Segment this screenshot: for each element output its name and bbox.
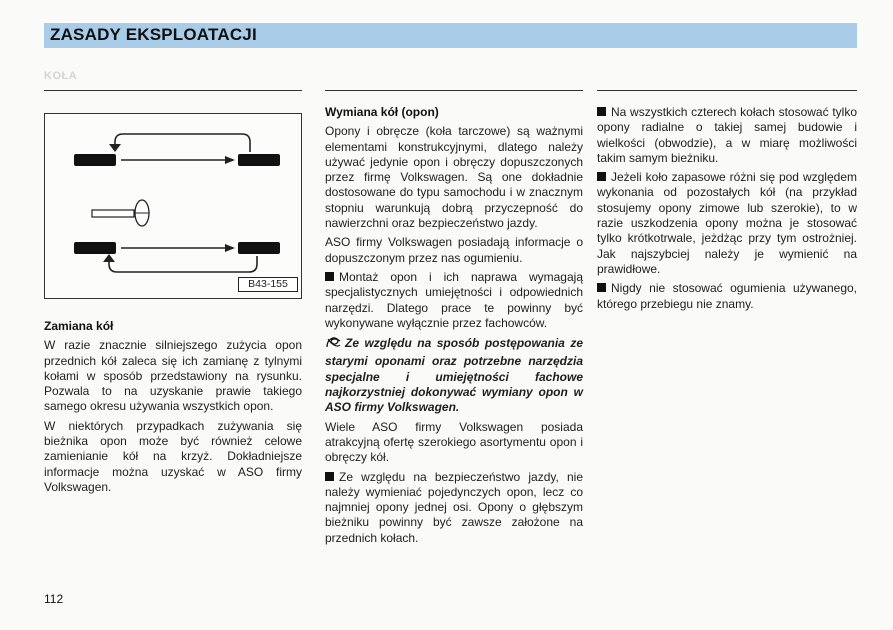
paragraph-radial-tires-text: Na wszystkich czterech kołach stosować tylko opony radialne o takiej samej budowie i wielkości (obwodzie), a w miarę możliwości takim samym bieżniku. — [597, 105, 857, 165]
column-right — [597, 105, 857, 316]
top-return-arrow — [115, 134, 250, 152]
paragraph-tires-approved: Opony i obręcze (koła tarczowe) są ważnymi elementami konstrukcyjnymi, dlatego należy używać jedynie opon i obręczy dopuszczonych przez firmę Volkswagen. Są one dokładnie dostosowane do typu samochodu i w znacznym stopniu warunkują dobrą przyczepność do nawierzchni oraz bezpieczeństwo jazdy. — [325, 124, 583, 231]
paragraph-axle-replacement — [325, 470, 583, 546]
front-right-tire — [238, 154, 280, 166]
bullet-square-icon — [325, 272, 334, 281]
bullet-square-icon — [325, 472, 334, 481]
steering-column — [92, 210, 134, 217]
paragraph-rotation-intro: W razie znacznie silniejszego zużycia opon przednich kół zaleca się ich zamianę z tylnymi kołami w sposób przedstawiony na rysunku. Pozwala to na uzyskanie prawie takiego samego okresu używania wszystkich opon. — [44, 338, 302, 414]
paragraph-rotation-cross: W niektórych przypadkach zużywania się bieżnika opon może być również celowe zamienianie kół na krzyż. Dokładniejsze informacje można uzyskać w ASO firmy Volkswagen. — [44, 418, 302, 494]
rear-arrowhead — [225, 244, 235, 252]
paragraph-mounting-text: Montaż opon i ich naprawa wymagają specjalistycznych umiejętności i odpowiednich narzędzi. Dlatego prace te powinny być wykonywane wyłącznie przez fachowców. — [325, 269, 583, 330]
top-rule-left — [44, 90, 302, 91]
paragraph-mounting — [325, 270, 583, 331]
bottom-return-arrowhead — [103, 254, 115, 262]
tire-rotation-figure — [44, 113, 302, 299]
bullet-square-icon — [597, 172, 606, 181]
environment-note — [325, 335, 583, 415]
paragraph-used-tires — [597, 281, 857, 312]
section-title: ZASADY EKSPLOATACJI — [50, 25, 257, 44]
front-left-tire — [74, 154, 116, 166]
column-left — [44, 319, 302, 499]
top-rule-right — [597, 90, 857, 91]
rear-left-tire — [74, 242, 116, 254]
paragraph-used-tires-text: Nigdy nie stosować ogumienia używanego, którego przebiegu nie znamy. — [597, 281, 857, 311]
heading-wymiana-kol: Wymiana kół (opon) — [325, 105, 439, 119]
page-number: 112 — [44, 592, 64, 606]
section-header-bar — [44, 23, 857, 48]
recycling-note-icon — [325, 335, 342, 354]
top-return-arrowhead — [109, 144, 121, 152]
top-rule-middle — [325, 90, 583, 91]
paragraph-spare-wheel — [597, 170, 857, 277]
rear-right-tire — [238, 242, 280, 254]
front-arrowhead — [225, 156, 235, 164]
figure-label: B43-155 — [238, 277, 298, 292]
environment-note-text: Ze względu na sposób postępowania ze starymi oponami oraz potrzebne narzędzia specjalne i umiejętności fachowe najkorzystniej dokonywać wymiany opon w ASO firmy Volkswagen. — [325, 336, 583, 415]
paragraph-spare-wheel-text: Jeżeli koło zapasowe różni się pod względem wykonania od pozostałych kół (na przykład stosujemy opony zimowe lub szerokie), to w razie uszkodzenia opony można je stosować tylko krótkotrwale, jeżdżąc przy tym ostrożniej. Jak najszybciej należy je wymienić na prawidłowe. — [597, 170, 857, 276]
paragraph-radial-tires — [597, 105, 857, 166]
paragraph-aso-offer: Wiele ASO firmy Volkswagen posiada atrakcyjną ofertę szerokiego asortymentu opon i obręczy kół. — [325, 419, 583, 465]
column-middle — [325, 105, 583, 550]
bottom-return-arrow — [109, 256, 257, 272]
heading-zamiana-kol: Zamiana kół — [44, 319, 114, 333]
faint-subsection-title: KOŁA — [44, 70, 78, 82]
bullet-square-icon — [597, 107, 606, 116]
bullet-square-icon — [597, 283, 606, 292]
tire-rotation-diagram — [45, 114, 303, 300]
paragraph-axle-replacement-text: Ze względu na bezpieczeństwo jazdy, nie należy wymieniać pojedynczych opon, lecz co najmniej opony jednej osi. Opony o głębszym bieżniku powinny być zawsze założone na przednich kołach. — [325, 469, 583, 545]
paragraph-aso-info: ASO firmy Volkswagen posiadają informacje o dopuszczonym przez nas ogumieniu. — [325, 235, 583, 265]
